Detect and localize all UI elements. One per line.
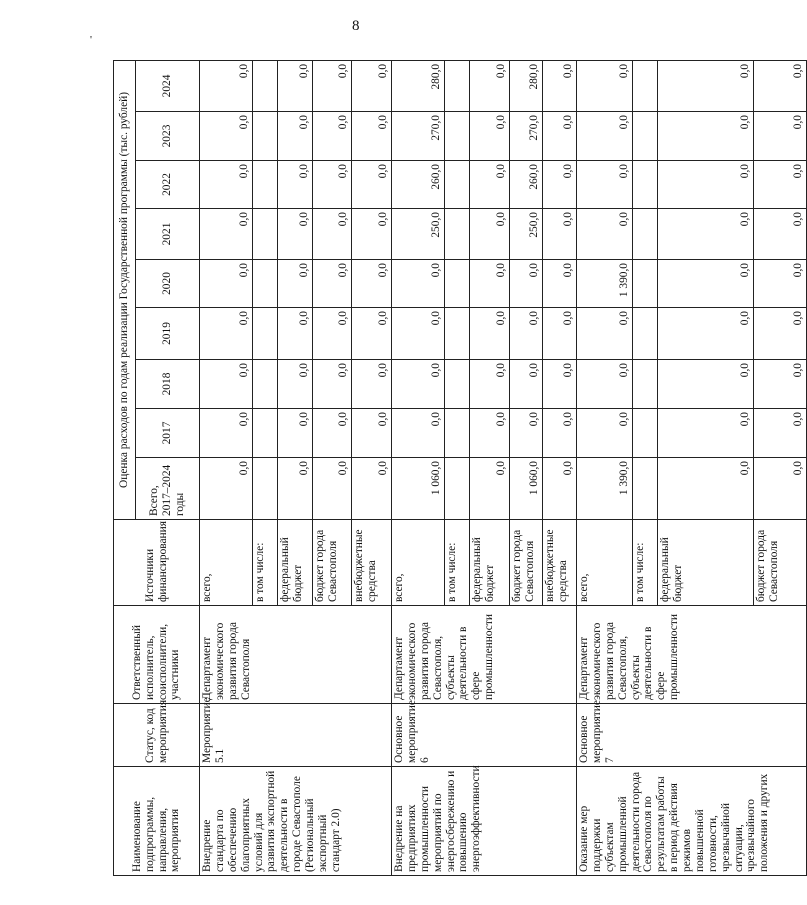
- budget-table: [113, 60, 807, 876]
- header-year: 2018: [136, 360, 200, 409]
- value-year: 0,0: [470, 60, 510, 111]
- value-year: 0,0: [200, 161, 253, 209]
- value-year: 0,0: [754, 360, 807, 409]
- value-year: [445, 60, 470, 111]
- value-year: 0,0: [510, 260, 543, 308]
- value-year: 0,0: [577, 161, 633, 209]
- item-name: Внедрение стандарта по обеспечению благоприятных условий для развития экспортной деятельности в городе Севастополе (Региональный экспортный стандарт 2.0): [200, 767, 392, 876]
- table-row: [200, 60, 253, 875]
- item-responsible: Департамент экономического развития города Севастополя, субъекты деятельности в сфере промышленности: [392, 606, 577, 704]
- header-responsible: Ответственный исполнитель, соисполнители, участники: [114, 606, 200, 704]
- value-year: 0,0: [577, 60, 633, 111]
- value-year: [633, 409, 658, 458]
- value-year: 0,0: [658, 308, 754, 360]
- header-source: Источники финансирования: [114, 520, 200, 606]
- value-year: 0,0: [543, 209, 577, 260]
- value-total: 0,0: [200, 458, 253, 520]
- value-year: 270,0: [392, 112, 445, 161]
- funding-source: бюджет города Севастополя: [510, 520, 543, 606]
- value-year: 0,0: [352, 360, 392, 409]
- value-total: 1 390,0: [577, 458, 633, 520]
- value-year: 0,0: [313, 360, 352, 409]
- value-year: 0,0: [754, 308, 807, 360]
- value-year: 0,0: [200, 409, 253, 458]
- value-year: [633, 161, 658, 209]
- value-year: 0,0: [392, 308, 445, 360]
- value-year: 0,0: [658, 60, 754, 111]
- header-status: Статус, код мероприятия: [114, 704, 200, 767]
- header-total: Всего, 2017–2024 годы: [136, 458, 200, 520]
- funding-source: федеральный бюджет: [470, 520, 510, 606]
- value-year: [253, 112, 278, 161]
- value-year: 0,0: [577, 112, 633, 161]
- header-year: 2017: [136, 409, 200, 458]
- value-year: 0,0: [352, 209, 392, 260]
- value-year: 0,0: [392, 409, 445, 458]
- value-year: 0,0: [543, 161, 577, 209]
- funding-source: в том числе:: [633, 520, 658, 606]
- header-name: Наименование подпрограммы, направления, мероприятия: [114, 767, 200, 876]
- header-row-1: [114, 60, 136, 875]
- value-year: 0,0: [392, 260, 445, 308]
- value-year: 0,0: [200, 209, 253, 260]
- header-estimate: Оценка расходов по годам реализации Государственной программы (тыс. рублей): [114, 60, 136, 519]
- header-year: 2023: [136, 112, 200, 161]
- value-year: [445, 308, 470, 360]
- value-year: 0,0: [543, 409, 577, 458]
- value-year: 0,0: [510, 308, 543, 360]
- value-year: [445, 409, 470, 458]
- value-year: 0,0: [510, 409, 543, 458]
- value-year: 0,0: [470, 260, 510, 308]
- funding-source: всего,: [392, 520, 445, 606]
- value-total: 1 060,0: [392, 458, 445, 520]
- value-year: 0,0: [352, 112, 392, 161]
- value-year: 0,0: [658, 360, 754, 409]
- value-year: 0,0: [278, 308, 313, 360]
- value-year: [633, 360, 658, 409]
- value-year: 0,0: [278, 409, 313, 458]
- value-year: 0,0: [278, 161, 313, 209]
- value-year: [633, 60, 658, 111]
- value-year: [445, 209, 470, 260]
- value-year: 0,0: [510, 360, 543, 409]
- value-year: [633, 308, 658, 360]
- value-year: 0,0: [200, 60, 253, 111]
- value-year: 0,0: [754, 260, 807, 308]
- value-year: 0,0: [577, 360, 633, 409]
- value-total: 0,0: [470, 458, 510, 520]
- value-total: 0,0: [543, 458, 577, 520]
- value-year: 0,0: [754, 112, 807, 161]
- value-year: 0,0: [278, 209, 313, 260]
- value-year: 0,0: [754, 209, 807, 260]
- page-number: 8: [352, 18, 360, 34]
- value-year: 0,0: [754, 60, 807, 111]
- value-year: 0,0: [754, 409, 807, 458]
- value-year: 0,0: [658, 409, 754, 458]
- value-year: 260,0: [510, 161, 543, 209]
- funding-source: в том числе:: [445, 520, 470, 606]
- value-year: [253, 161, 278, 209]
- value-year: 0,0: [470, 112, 510, 161]
- item-name: Внедрение на предприятиях промышленности мероприятий по энергосбережению и повышению энергоэффективности: [392, 767, 577, 876]
- value-year: 0,0: [543, 60, 577, 111]
- value-year: 0,0: [313, 209, 352, 260]
- table-row: [392, 60, 445, 875]
- value-year: 0,0: [278, 260, 313, 308]
- value-year: 0,0: [200, 260, 253, 308]
- funding-source: федеральный бюджет: [278, 520, 313, 606]
- value-year: 1 390,0: [577, 260, 633, 308]
- value-year: [253, 360, 278, 409]
- value-year: 0,0: [577, 308, 633, 360]
- value-year: 280,0: [510, 60, 543, 111]
- value-year: 0,0: [470, 409, 510, 458]
- funding-source: бюджет города Севастополя: [313, 520, 352, 606]
- value-total: 0,0: [658, 458, 754, 520]
- value-year: [445, 161, 470, 209]
- value-year: 0,0: [658, 161, 754, 209]
- value-year: 0,0: [543, 260, 577, 308]
- value-year: 250,0: [510, 209, 543, 260]
- value-year: 0,0: [313, 409, 352, 458]
- value-year: 0,0: [658, 260, 754, 308]
- value-year: 0,0: [200, 112, 253, 161]
- funding-source: внебюджетные средства: [352, 520, 392, 606]
- header-year: 2020: [136, 260, 200, 308]
- header-year: 2024: [136, 60, 200, 111]
- value-year: [445, 260, 470, 308]
- header-year: 2022: [136, 161, 200, 209]
- value-year: [633, 260, 658, 308]
- value-year: 0,0: [543, 112, 577, 161]
- value-year: 0,0: [313, 161, 352, 209]
- value-year: 0,0: [470, 161, 510, 209]
- value-year: 0,0: [577, 409, 633, 458]
- value-year: 0,0: [278, 60, 313, 111]
- value-year: [253, 409, 278, 458]
- value-year: 0,0: [200, 360, 253, 409]
- funding-source: всего,: [577, 520, 633, 606]
- value-total: 0,0: [352, 458, 392, 520]
- funding-source: всего,: [200, 520, 253, 606]
- value-year: [633, 209, 658, 260]
- funding-source: бюджет города Севастополя: [754, 520, 807, 606]
- item-responsible: Департамент экономического развития города Севастополя, субъекты деятельности в сфере промышленности: [577, 606, 807, 704]
- value-year: [253, 60, 278, 111]
- value-year: 0,0: [577, 209, 633, 260]
- value-year: 0,0: [278, 360, 313, 409]
- value-year: 0,0: [313, 308, 352, 360]
- funding-source: федеральный бюджет: [658, 520, 754, 606]
- value-year: 0,0: [470, 209, 510, 260]
- value-total: 0,0: [278, 458, 313, 520]
- value-year: 0,0: [313, 60, 352, 111]
- value-year: 260,0: [392, 161, 445, 209]
- table-row: [577, 60, 633, 875]
- value-year: [445, 112, 470, 161]
- value-year: 0,0: [392, 360, 445, 409]
- value-year: 0,0: [313, 260, 352, 308]
- value-year: 0,0: [658, 209, 754, 260]
- value-year: [253, 260, 278, 308]
- value-year: [253, 209, 278, 260]
- value-year: [253, 308, 278, 360]
- value-year: 0,0: [200, 308, 253, 360]
- item-responsible: Департамент экономического развития города Севастополя: [200, 606, 392, 704]
- item-name: Оказание мер поддержки субъектам промышленной деятельности города Севастополя по результатам работы в период действия режимов повышенной готовности, чрезвычайной ситуации, чрезвычайного положения и других: [577, 767, 807, 876]
- value-year: 0,0: [658, 112, 754, 161]
- value-year: 0,0: [278, 112, 313, 161]
- margin-mark: ': [90, 34, 92, 46]
- value-year: 280,0: [392, 60, 445, 111]
- header-year: 2021: [136, 209, 200, 260]
- funding-source: в том числе:: [253, 520, 278, 606]
- value-year: 0,0: [352, 161, 392, 209]
- value-year: 0,0: [352, 409, 392, 458]
- item-status: Мероприятие 5.1: [200, 704, 392, 767]
- value-total: [253, 458, 278, 520]
- value-total: 1 060,0: [510, 458, 543, 520]
- value-year: 0,0: [543, 308, 577, 360]
- value-year: 0,0: [754, 161, 807, 209]
- value-total: [445, 458, 470, 520]
- value-year: 0,0: [543, 360, 577, 409]
- value-year: [633, 112, 658, 161]
- rotated-table-container: [113, 61, 805, 876]
- value-year: 0,0: [470, 308, 510, 360]
- value-year: 270,0: [510, 112, 543, 161]
- value-year: 0,0: [352, 308, 392, 360]
- item-status: Основное мероприятие 6: [392, 704, 577, 767]
- value-year: 0,0: [313, 112, 352, 161]
- value-year: 0,0: [352, 260, 392, 308]
- value-year: [445, 360, 470, 409]
- value-total: [633, 458, 658, 520]
- value-total: 0,0: [754, 458, 807, 520]
- value-total: 0,0: [313, 458, 352, 520]
- funding-source: внебюджетные средства: [543, 520, 577, 606]
- header-year: 2019: [136, 308, 200, 360]
- value-year: 250,0: [392, 209, 445, 260]
- item-status: Основное мероприятие 7: [577, 704, 807, 767]
- value-year: 0,0: [352, 60, 392, 111]
- value-year: 0,0: [470, 360, 510, 409]
